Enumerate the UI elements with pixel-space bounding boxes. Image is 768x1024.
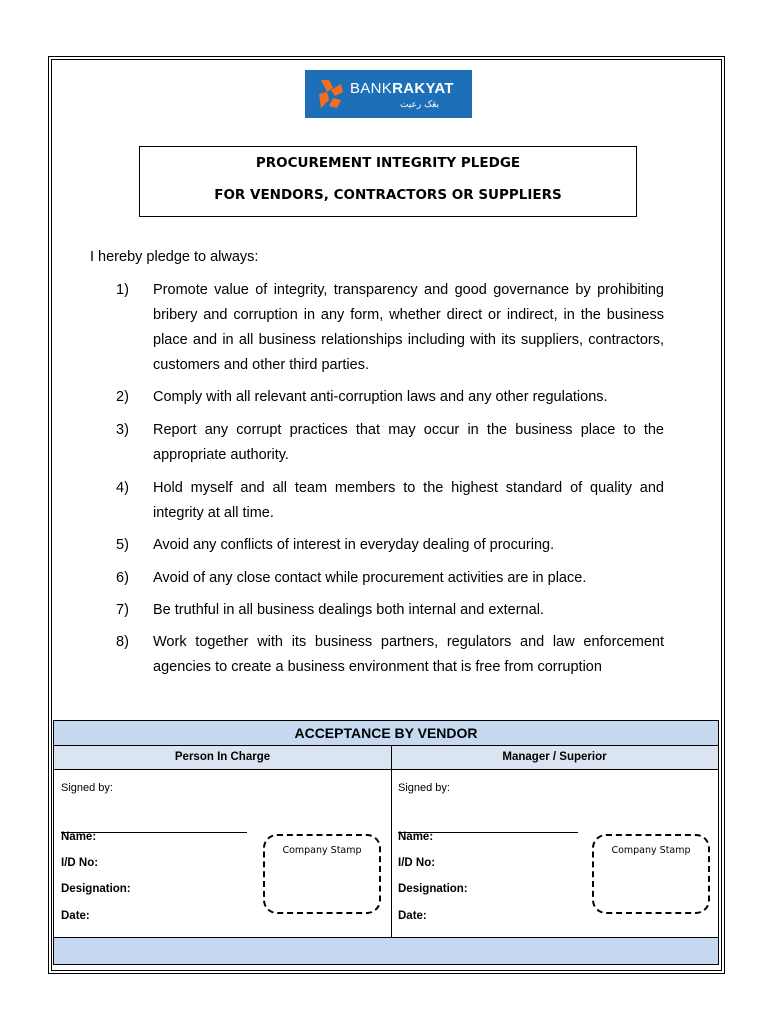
- pledge-text: Be truthful in all business dealings both internal and external.: [153, 602, 544, 618]
- pledge-text: Avoid of any close contact while procurement activities are in place.: [153, 570, 587, 586]
- title-line-1: PROCUREMENT INTEGRITY PLEDGE: [255, 155, 521, 171]
- pledge-text: Avoid any conflicts of interest in everyday dealing of procuring.: [153, 537, 555, 553]
- pledge-text: Comply with all relevant anti-corruption laws and any other regulations.: [153, 389, 608, 405]
- document-title: [139, 146, 637, 217]
- pledge-number: 4): [116, 480, 129, 496]
- pledge-text: Work together with its business partners, regulators and law enforcement agencies to create a business environment that is free from corruption: [153, 634, 664, 675]
- title-line-2: FOR VENDORS, CONTRACTORS OR SUPPLIERS: [214, 187, 562, 203]
- date-label: Date:: [398, 910, 427, 922]
- company-stamp-box: Company Stamp: [263, 834, 381, 914]
- designation-label: Designation:: [61, 883, 131, 895]
- date-label: Date:: [61, 910, 90, 922]
- logo-jawi-text: بڠک رعيت: [400, 100, 440, 110]
- pledge-text: Hold myself and all team members to the highest standard of quality and integrity at all time.: [153, 480, 664, 521]
- pledge-number: 6): [116, 570, 129, 586]
- name-label: Name:: [61, 831, 97, 843]
- column-heading-person-in-charge: Person In Charge: [54, 746, 392, 769]
- signed-by-label: Signed by:: [398, 782, 450, 794]
- acceptance-header: ACCEPTANCE BY VENDOR: [54, 721, 718, 746]
- id-no-label: I/D No:: [61, 857, 99, 869]
- pledge-number: 8): [116, 634, 129, 650]
- acceptance-footer: [54, 937, 718, 964]
- company-stamp-box: Company Stamp: [592, 834, 710, 914]
- column-heading-manager: Manager / Superior: [502, 751, 607, 763]
- acceptance-column-headers: [54, 746, 718, 770]
- column-divider: [391, 770, 392, 938]
- pledge-intro: I hereby pledge to always:: [90, 249, 259, 265]
- name-label: Name:: [398, 831, 434, 843]
- pledge-text: Promote value of integrity, transparency and good governance by prohibiting bribery and corruption in any form, whether direct or indirect, in the business place and in all business relationships including with its suppliers, contractors, customers and other third parties.: [153, 282, 664, 373]
- bank-rakyat-logo: [305, 70, 472, 118]
- pledge-text: Report any corrupt practices that may occur in the business place to the appropriate authority.: [153, 422, 664, 463]
- signed-by-label: Signed by:: [61, 782, 113, 794]
- logo-wordmark: BANKRAKYAT: [350, 80, 454, 97]
- pledge-number: 5): [116, 537, 129, 553]
- id-no-label: I/D No:: [398, 857, 436, 869]
- acceptance-form: [53, 720, 719, 965]
- designation-label: Designation:: [398, 883, 468, 895]
- bank-rakyat-emblem-icon: [317, 78, 345, 110]
- pledge-number: 7): [116, 602, 129, 618]
- pledge-number: 2): [116, 389, 129, 405]
- pledge-number: 3): [116, 422, 129, 438]
- pledge-number: 1): [116, 282, 129, 298]
